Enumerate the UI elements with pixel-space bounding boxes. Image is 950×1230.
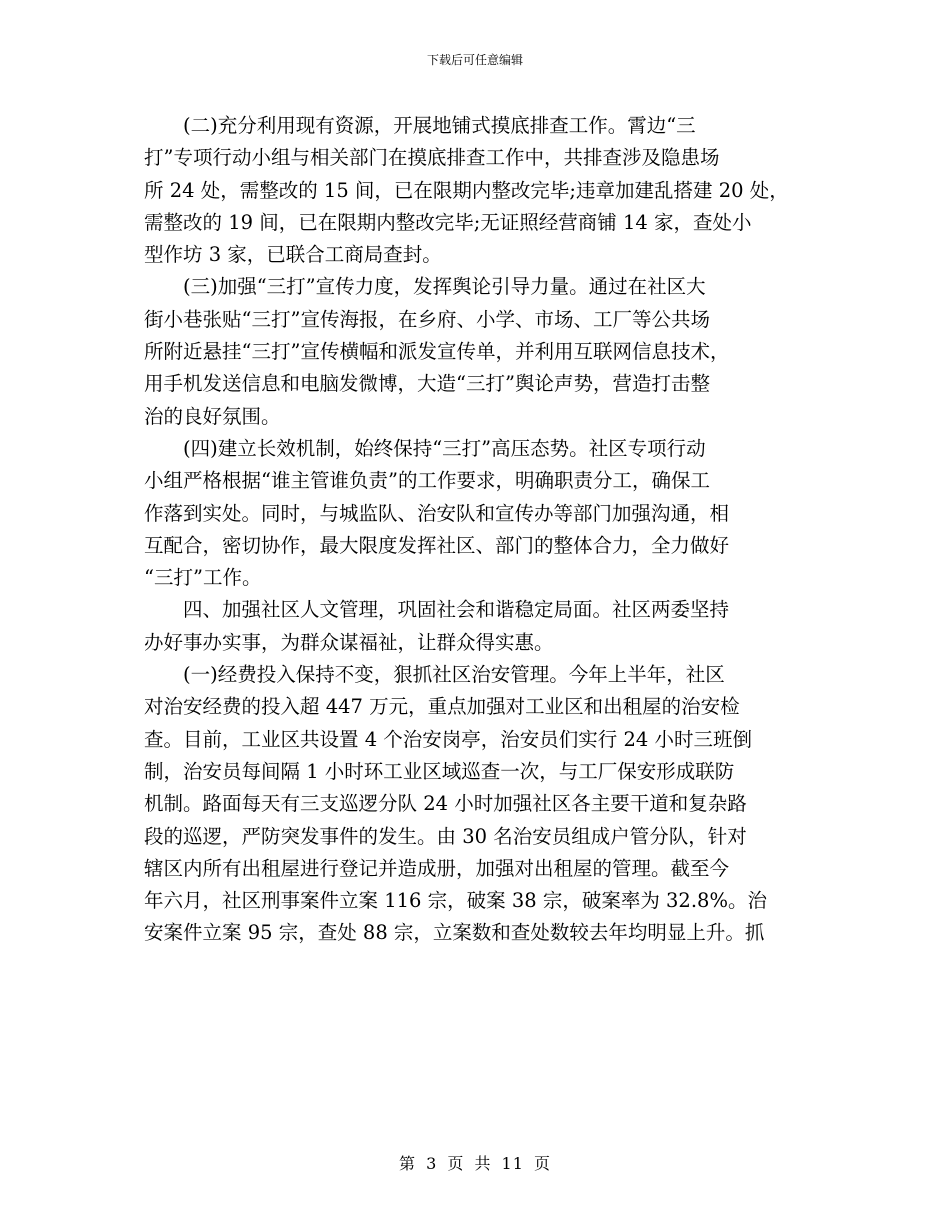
text-line: 需整改的 19 间，已在限期内整改完毕;无证照经营商铺 14 家，查处小 [144,210,752,234]
text-line: 办好事办实事，为群众谋福祉，让群众得实惠。 [144,630,554,654]
text-line: 对治安经费的投入超 447 万元，重点加强对工业区和出租屋的治安检 [144,695,740,719]
text-line: 互配合，密切协作，最大限度发挥社区、部门的整体合力，全力做好 [144,533,730,557]
text-line: 打”专项行动小组与相关部门在摸底排查工作中，共排查涉及隐患场 [144,146,720,170]
text-line: 辖区内所有出租屋进行登记并造成册，加强对出租屋的管理。截至今 [144,856,730,880]
document-body [144,110,824,950]
text-line: 年六月，社区刑事案件立案 116 宗，破案 38 宗，破案率为 32.8%。治 [144,889,767,913]
text-line: (三)加强“三打”宣传力度，发挥舆论引导力量。通过在社区大 [183,275,706,299]
page-number: 第 3 页 共 11 页 [399,1154,551,1173]
text-line: 查。目前，工业区共设置 4 个治安岗亭，治安员们实行 24 小时三班倒 [144,727,753,751]
text-line: 段的巡逻，严防突发事件的发生。由 30 名治安员组成户管分队，针对 [144,824,747,848]
text-line: (二)充分利用现有资源，开展地铺式摸底排查工作。霄边“三 [183,114,696,137]
text-line: 所 24 处，需整改的 15 间，已在限期内整改完毕;违章加建乱搭建 20 处， [144,178,789,202]
text-line: “三打”工作。 [144,566,262,590]
text-line: 机制。路面每天有三支巡逻分队 24 小时加强社区各主要干道和复杂路 [144,792,747,816]
text-line: 用手机发送信息和电脑发微博，大造“三打”舆论声势，营造打击整 [144,372,710,396]
text-line: 型作坊 3 家，已联合工商局查封。 [144,243,442,267]
text-line: 四、加强社区人文管理，巩固社会和谐稳定局面。社区两委坚持 [183,598,730,622]
text-line: 作落到实处。同时，与城监队、治安队和宣传办等部门加强沟通，相 [144,501,730,525]
text-line: 所附近悬挂“三打”宣传横幅和派发宣传单，并利用互联网信息技术， [144,340,730,364]
text-line: (四)建立长效机制，始终保持“三打”高压态势。社区专项行动 [183,436,706,460]
text-line: 小组严格根据“谁主管谁负责”的工作要求，明确职责分工，确保工 [144,469,710,493]
text-line: 街小巷张贴“三打”宣传海报，在乡府、小学、市场、工厂等公共场 [144,307,710,331]
page-header: 下载后可任意编辑 [426,53,523,67]
text-line: (一)经费投入保持不变，狠抓社区治安管理。今年上半年，社区 [183,663,725,687]
text-line: 安案件立案 95 宗，查处 88 宗，立案数和查处数较去年均明显上升。抓 [144,921,765,945]
text-line: 治的良好氛围。 [144,404,281,428]
text-line: 制，治安员每间隔 1 小时环工业区域巡查一次，与工厂保安形成联防 [144,759,735,783]
